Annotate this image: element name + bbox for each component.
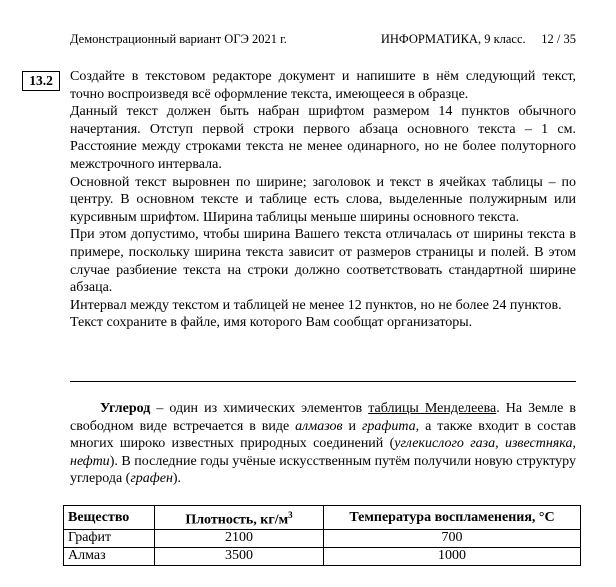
table-row [64,529,581,547]
sample-bold-word: Углерод [100,401,151,416]
sample-text: , а также входит в состав многих широко известных природных соединений ( [70,418,576,452]
divider-line [70,381,576,382]
table-row [64,547,581,565]
sample-italic-word: нефти [70,453,110,469]
table-header-substance: Вещество [64,506,155,530]
table-header-ignition-temp: Температура воспламенения, °С [324,506,581,530]
table-header-row [64,506,581,530]
sample-italic-word: известняка [504,436,573,452]
sample-text: и [342,418,362,434]
properties-table [63,505,581,566]
sample-text: – один из химических элементов [150,401,369,416]
table-cell-substance: Алмаз [64,547,155,565]
sample-italic-word: алмазов [295,418,343,434]
sample-italic-word: графен [130,471,173,487]
task-instructions [70,68,576,332]
task-paragraph: Данный текст должен быть набран шрифтом размером 14 пунктов обычного начертания. Отступ первой строки первого абзаца основного текста – 1 см. Расстояние между строками текста не менее одинарного, но не более полуторного межстрочного интервала. [70,104,576,172]
table-cell-temp: 1000 [324,547,581,565]
sample-italic-word: углекислого газа [394,436,496,452]
task-paragraph: Основной текст выровнен по ширине; заголовок и текст в ячейках таблицы – по центру. В основном тексте и таблице есть слова, выделенные полужирным или курсивным шрифтом. Ширина таблицы меньше ширины основного текста. [70,174,576,225]
sample-text: , [495,436,505,452]
density-header-label: Плотность, кг/м [185,512,289,528]
sample-text: , [572,436,576,452]
task-paragraph: При этом допустимо, чтобы ширина Вашего текста отличалась от ширины текста в примере, поскольку ширина текста зависит от размеров страницы и полей. В этом случае разбиение текста на строки должно соответствовать стандартной ширине абзаца. [70,227,576,296]
sample-underlined-text: таблицы Менделеева [368,401,497,416]
sample-paragraph [70,400,576,488]
table-cell-density: 3500 [155,547,324,565]
table-cell-density: 2100 [155,529,324,547]
header-exam-title: Демонстрационный вариант ОГЭ 2021 г. [70,32,287,46]
sample-text: . На Земле в свободном виде встречается в виде [70,401,577,434]
task-paragraph: Текст сохраните в файле, имя которого Вам сообщат организаторы. [70,315,473,331]
table-header-density [155,506,324,530]
table-cell-temp: 700 [324,529,581,547]
sample-text: ). В последние годы учёные искусственным путём получили новую структуру углерода ( [70,453,576,487]
table-cell-substance: Графит [64,529,155,547]
task-paragraph: Интервал между текстом и таблицей не менее 12 пунктов, но не более 24 пунктов. [70,297,562,313]
task-number-box: 13.2 [22,71,60,91]
sample-italic-word: графита [361,418,416,434]
sample-text: ). [172,471,182,487]
task-paragraph: Создайте в текстовом редакторе документ и напишите в нём следующий текст, точно воспроизведя всё оформление текста, имеющееся в образце. [70,69,576,102]
header-subject-page: ИНФОРМАТИКА, 9 класс. 12 / 35 [380,32,576,46]
density-unit-exponent: 3 [288,510,293,520]
